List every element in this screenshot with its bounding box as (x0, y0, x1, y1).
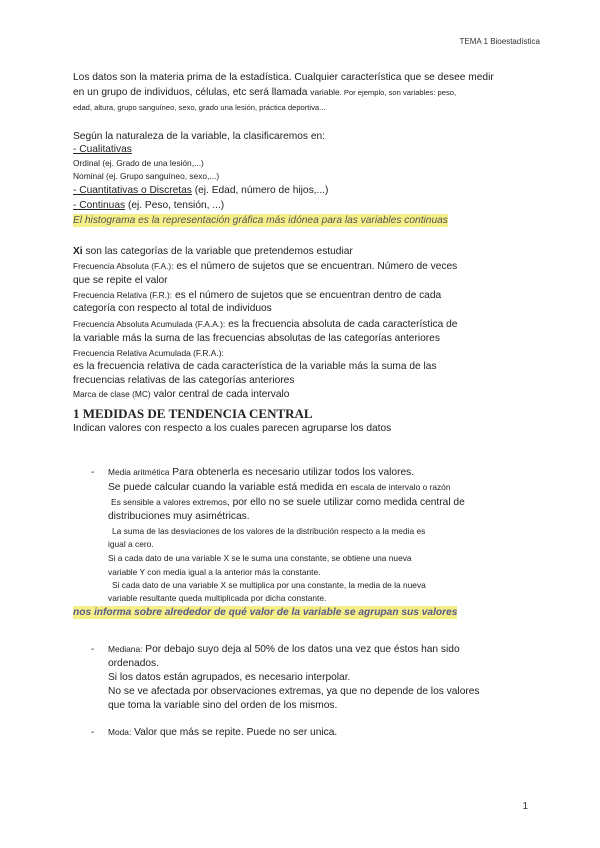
page-header: TEMA 1 Bioestadística (459, 37, 540, 46)
intro-line-2: en un grupo de individuos, células, etc será llamada variable. Por ejemplo, son variables: peso, (73, 87, 457, 98)
mediana-line-5: que toma la variable sino del orden de los mismos. (108, 700, 338, 711)
moda-line-1: Moda: Valor que más se repite. Puede no ser unica. (108, 727, 338, 738)
cuantitativas-item: - Cuantitativas o Discretas (ej. Edad, número de hijos,...) (73, 185, 329, 196)
section-title: 1 MEDIDAS DE TENDENCIA CENTRAL (73, 406, 313, 421)
xi-definition: Xi son las categorías de la variable que pretendemos estudiar (73, 246, 353, 257)
media-line-10: variable resultante queda multiplicada por dicha constante. (108, 593, 327, 603)
fr-definition-2: categoría con respecto al total de individuos (73, 303, 272, 314)
classification-intro: Según la naturaleza de la variable, la clasificaremos en: (73, 131, 326, 142)
fra-definition-1: es la frecuencia relativa de cada característica de la variable más la suma de las (73, 361, 437, 372)
fra-label: Frecuencia Relativa Acumulada (F.R.A.): (73, 348, 224, 358)
continuas-item: - Continuas (ej. Peso, tensión, ...) (73, 200, 225, 211)
intro-line-1: Los datos son la materia prima de la estadística. Cualquier característica que se desee medir (73, 72, 494, 83)
media-line-2: Se puede calcular cuando la variable está medida en escala de intervalo o razón (108, 482, 451, 493)
fr-definition-1: Frecuencia Relativa (F.R.): es el número de sujetos que se encuentran dentro de cada (73, 290, 442, 301)
media-line-7: Si a cada dato de una variable X se le suma una constante, se obtiene una nueva (108, 553, 412, 563)
media-line-4: distribuciones muy asimétricas. (108, 511, 250, 522)
media-line-9: Si cada dato de una variable X se multiplica por una constante, la media de la nueva (112, 580, 426, 590)
media-line-6: igual a cero. (108, 539, 154, 549)
media-highlight: nos informa sobre alrededor de qué valor de la variable se agrupan sus valores (73, 607, 458, 618)
media-line-5: La suma de las desviaciones de los valores de la distribución respecto a la media es (112, 526, 426, 536)
page-number: 1 (522, 801, 528, 812)
intro-line-3: edad, altura, grupo sanguíneo, sexo, grado una lesión, práctica deportiva... (73, 103, 326, 112)
mc-definition: Marca de clase (MC) valor central de cada intervalo (73, 389, 290, 400)
media-line-8: variable Y con media igual a la anterior más la constante. (108, 567, 321, 577)
faa-definition-2: la variable más la suma de las frecuencias absolutas de las categorías anteriores (73, 333, 440, 344)
fra-definition-2: frecuencias relativas de las categorías anteriores (73, 375, 295, 386)
mediana-line-3: Si los datos están agrupados, es necesario interpolar. (108, 672, 351, 683)
nominal-item: Nominal (ej. Grupo sanguíneo, sexo,...) (73, 171, 220, 181)
cualitativas-label: - Cualitativas (73, 144, 132, 155)
media-line-1: Media aritmética Para obtenerla es necesario utilizar todos los valores. (108, 467, 415, 478)
mediana-line-1: Mediana: Por debajo suyo deja al 50% de los datos una vez que éstos han sido (108, 644, 460, 655)
section-subtitle: Indican valores con respecto a los cuales parecen agruparse los datos (73, 423, 392, 434)
fa-definition-1: Frecuencia Absoluta (F.A.): es el número de sujetos que se encuentran. Número de veces (73, 261, 458, 272)
media-bullet: - (91, 467, 95, 478)
mediana-line-2: ordenados. (108, 658, 159, 669)
moda-bullet: - (91, 727, 95, 738)
media-line-3: Es sensible a valores extremos, por ello no se suele utilizar como medida central de (111, 497, 465, 508)
mediana-line-4: No se ve afectada por observaciones extremas, ya que no depende de los valores (108, 686, 480, 697)
mediana-bullet: - (91, 644, 95, 655)
ordinal-item: Ordinal (ej. Grado de una lesión,...) (73, 158, 204, 168)
faa-definition-1: Frecuencia Absoluta Acumulada (F.A.A.): es la frecuencia absoluta de cada característica de (73, 319, 458, 330)
histogram-highlight: El histograma es la representación gráfica más idónea para las variables continuas (73, 215, 448, 226)
fa-definition-2: que se repite el valor (73, 275, 168, 286)
